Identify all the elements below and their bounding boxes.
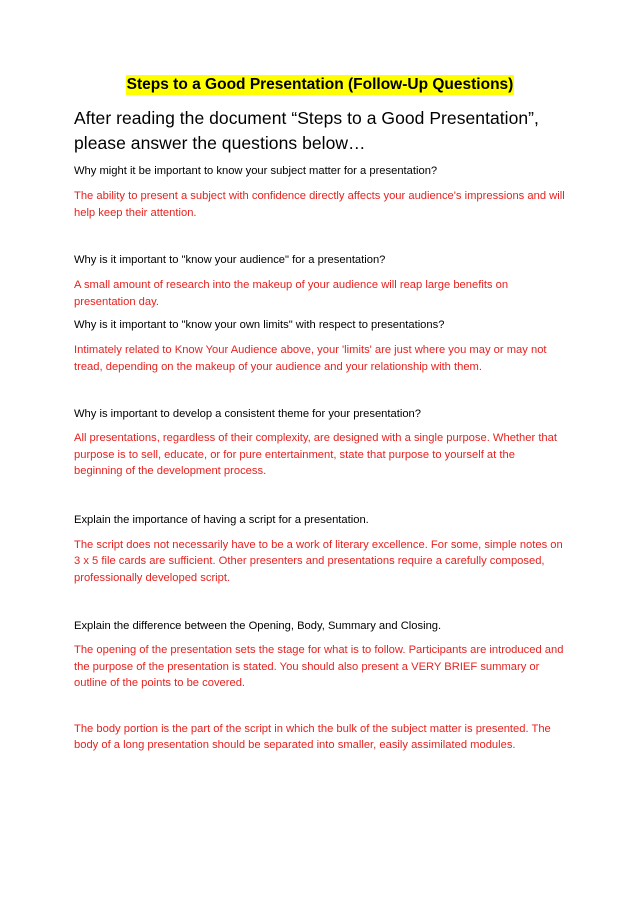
document-page: [0, 75, 638, 901]
question-4: Why is important to develop a consistent theme for your presentation?: [74, 408, 421, 420]
answer-6-opening: The opening of the presentation sets the stage for what is to follow. Participants are introduced and the purpose of the presentation is stated. You should also present a VERY BRIEF summary or outline of the points to be covered.: [74, 644, 564, 689]
question-3: Why is it important to "know your own limits" with respect to presentations?: [74, 319, 445, 331]
question-1: Why might it be important to know your subject matter for a presentation?: [74, 165, 438, 177]
question-2: Why is it important to "know your audience" for a presentation?: [74, 254, 386, 266]
answer-6-body: The body portion is the part of the script in which the bulk of the subject matter is presented. The body of a long presentation should be separated into smaller, easily assimilated modules.: [74, 722, 551, 751]
answer-5: The script does not necessarily have to be a work of literary excellence. For some, simple notes on 3 x 5 file cards are sufficient. Other presenters and presentations require a carefully composed, professionally developed script.: [74, 538, 563, 584]
page-title: Steps to a Good Presentation (Follow-Up Questions): [126, 76, 514, 93]
title-block: [74, 75, 566, 97]
answer-1: The ability to present a subject with confidence directly affects your audience's impressions and will help keep their attention.: [74, 190, 565, 219]
question-5: Explain the importance of having a script for a presentation.: [74, 513, 369, 526]
answer-4: All presentations, regardless of their complexity, are designed with a single purpose. Whether that purpose is to sell, educate, or for pure entertainment, state that purpose to yourself at the beginning of the development process.: [74, 432, 557, 477]
answer-2: A small amount of research into the makeup of your audience will reap large benefits on presentation day.: [74, 279, 509, 308]
answer-3: Intimately related to Know Your Audience above, your 'limits' are just where you may or may not tread, depending on the makeup of your audience and your relationship with them.: [74, 344, 547, 373]
intro-paragraph: After reading the document “Steps to a Good Presentation”, please answer the questions below…: [74, 108, 539, 153]
question-6: Explain the difference between the Opening, Body, Summary and Closing.: [74, 620, 442, 632]
